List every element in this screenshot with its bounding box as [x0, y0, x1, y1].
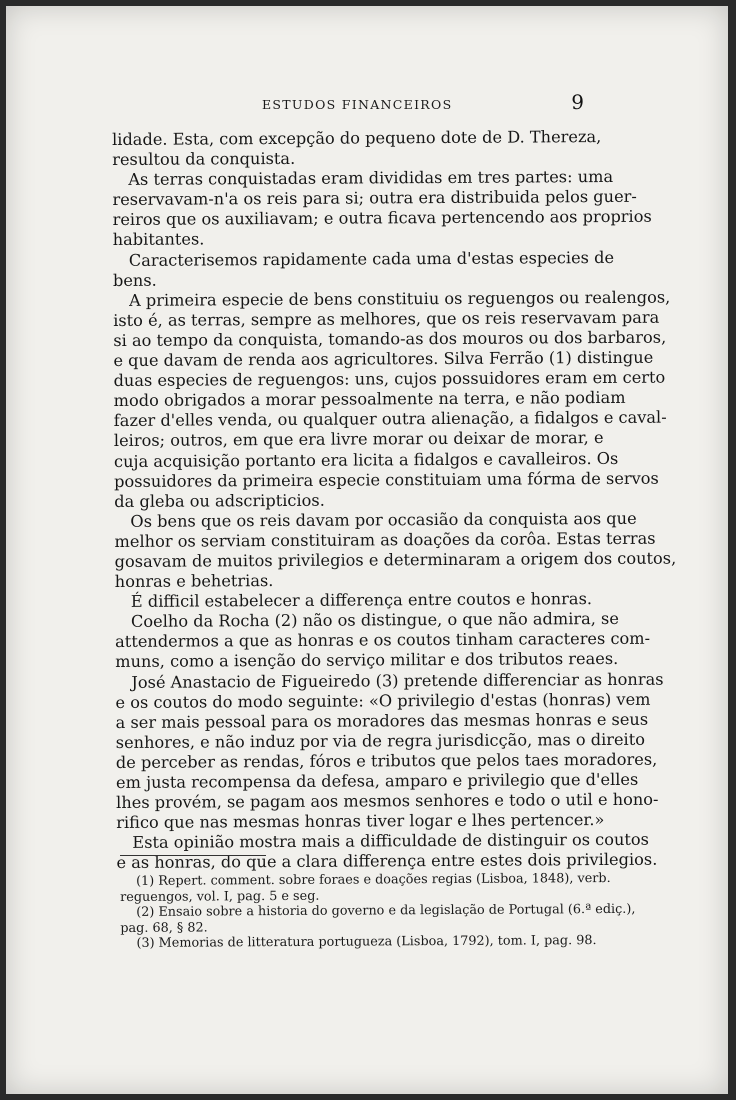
- footnotes: [120, 871, 636, 952]
- text-line: reiros que os auxiliavam; e outra ficava pertencendo aos proprios: [112, 207, 652, 230]
- text-line: attendermos a que as honras e os coutos tinham caracteres com-: [115, 629, 651, 652]
- text-line: bens.: [112, 270, 157, 290]
- text-line: fazer d'elles venda, ou qualquer outra alienação, a fidalgos e caval-: [113, 407, 667, 431]
- text-line: Os bens que os reis davam por occasião da conquista aos que: [130, 508, 637, 531]
- footnote-line: (3) Memorias de litteratura portugueza (Lisboa, 1792), tom. I, pag. 98.: [136, 933, 597, 952]
- text-line: si ao tempo da conquista, tomando-as dos mouros ou dos barbaros,: [113, 327, 667, 350]
- text-line: É difficil estabelecer a differença entre coutos e honras.: [130, 589, 593, 612]
- text-line: melhor os serviam constituiram as doações da corôa. Estas terras: [114, 528, 656, 551]
- text-line: rifico que nas mesmas honras tiver logar e lhes pertencer.»: [116, 810, 605, 833]
- footnote-line: pag. 68, § 82.: [120, 920, 208, 936]
- text-line: habitantes.: [112, 229, 205, 250]
- text-line: senhores, e não induz por via de regra jurisdicção, mas o direito: [115, 729, 646, 752]
- text-line: Coelho da Rocha (2) não os distingue, o que não admira, se: [130, 609, 619, 632]
- page-header: [112, 92, 588, 118]
- text-line: lidade. Esta, com excepção do pequeno dote de D. Thereza,: [112, 127, 602, 149]
- text-line: isto é, as terras, sempre as melhores, que os reis reservavam para: [113, 307, 660, 330]
- text-line: resultou da conquista.: [112, 148, 296, 170]
- text-line: de perceber as rendas, fóros e tributos que pelos taes moradores,: [115, 749, 658, 772]
- text-line: possuidores da primeira especie constituiam uma fórma de servos: [114, 468, 659, 491]
- text-line: e que davam de renda aos agricultores. Silva Ferrão (1) distingue: [113, 347, 654, 371]
- text-line: gosavam de muitos privilegios e determinaram a origem dos coutos,: [114, 548, 677, 571]
- text-line: duas especies de reguengos: uns, cujos possuidores eram em certo: [113, 367, 666, 391]
- text-line: modo obrigados a morar pessoalmente na terra, e não podiam: [113, 388, 626, 411]
- text-line: A primeira especie de bens constituiu os reguengos ou realengos,: [128, 287, 671, 310]
- text-line: da gleba ou adscripticios.: [114, 490, 325, 511]
- text-line: leiros; outros, em que era livre morar ou deixar de morar, e: [113, 428, 604, 451]
- text-line: José Anastacio de Figueiredo (3) pretende differenciar as honras: [131, 669, 664, 692]
- text-line: e os coutos do modo seguinte: «O privilegio d'estas (honras) vem: [115, 689, 651, 712]
- body-text: [112, 127, 677, 873]
- text-line: Esta opinião mostra mais a difficuldade de distinguir os coutos: [132, 830, 649, 853]
- running-head: ESTUDOS FINANCEIROS: [262, 97, 453, 112]
- text-line: muns, como a isenção do serviço militar e dos tributos reaes.: [115, 649, 619, 672]
- text-line: As terras conquistadas eram divididas em tres partes: uma: [128, 167, 614, 190]
- text-line: reservavam-n'a os reis para si; outra era distribuida pelos guer-: [112, 187, 637, 210]
- page-number: 9: [571, 90, 584, 114]
- text-line: em justa recompensa da defesa, amparo e privilegio que d'elles: [115, 769, 639, 792]
- text-line: cuja acquisição portanto era licita a fidalgos e cavalleiros. Os: [113, 448, 619, 471]
- text-line: honras e behetrias.: [114, 571, 274, 592]
- footnote-line: (1) Repert. comment. sobre foraes e doações regias (Lisboa, 1848), verb.: [135, 871, 611, 889]
- text-line: a ser mais pessoal para os moradores das mesmas honras e seus: [115, 709, 649, 732]
- footnote-line: reguengos, vol. I, pag. 5 e seg.: [120, 888, 320, 905]
- footnote-divider: [120, 855, 266, 856]
- text-line: lhes provém, se pagam aos mesmos senhores e todo o util e hono-: [116, 789, 659, 813]
- footnote-line: (2) Ensaio sobre a historia do governo e da legislação de Portugal (6.ª ediç.),: [136, 902, 636, 921]
- text-line: Caracterisemos rapidamente cada uma d'estas especies de: [128, 247, 615, 270]
- book-page: [6, 6, 728, 1094]
- text-line: e as honras, do que a clara differença entre estes dois privilegios.: [116, 850, 658, 873]
